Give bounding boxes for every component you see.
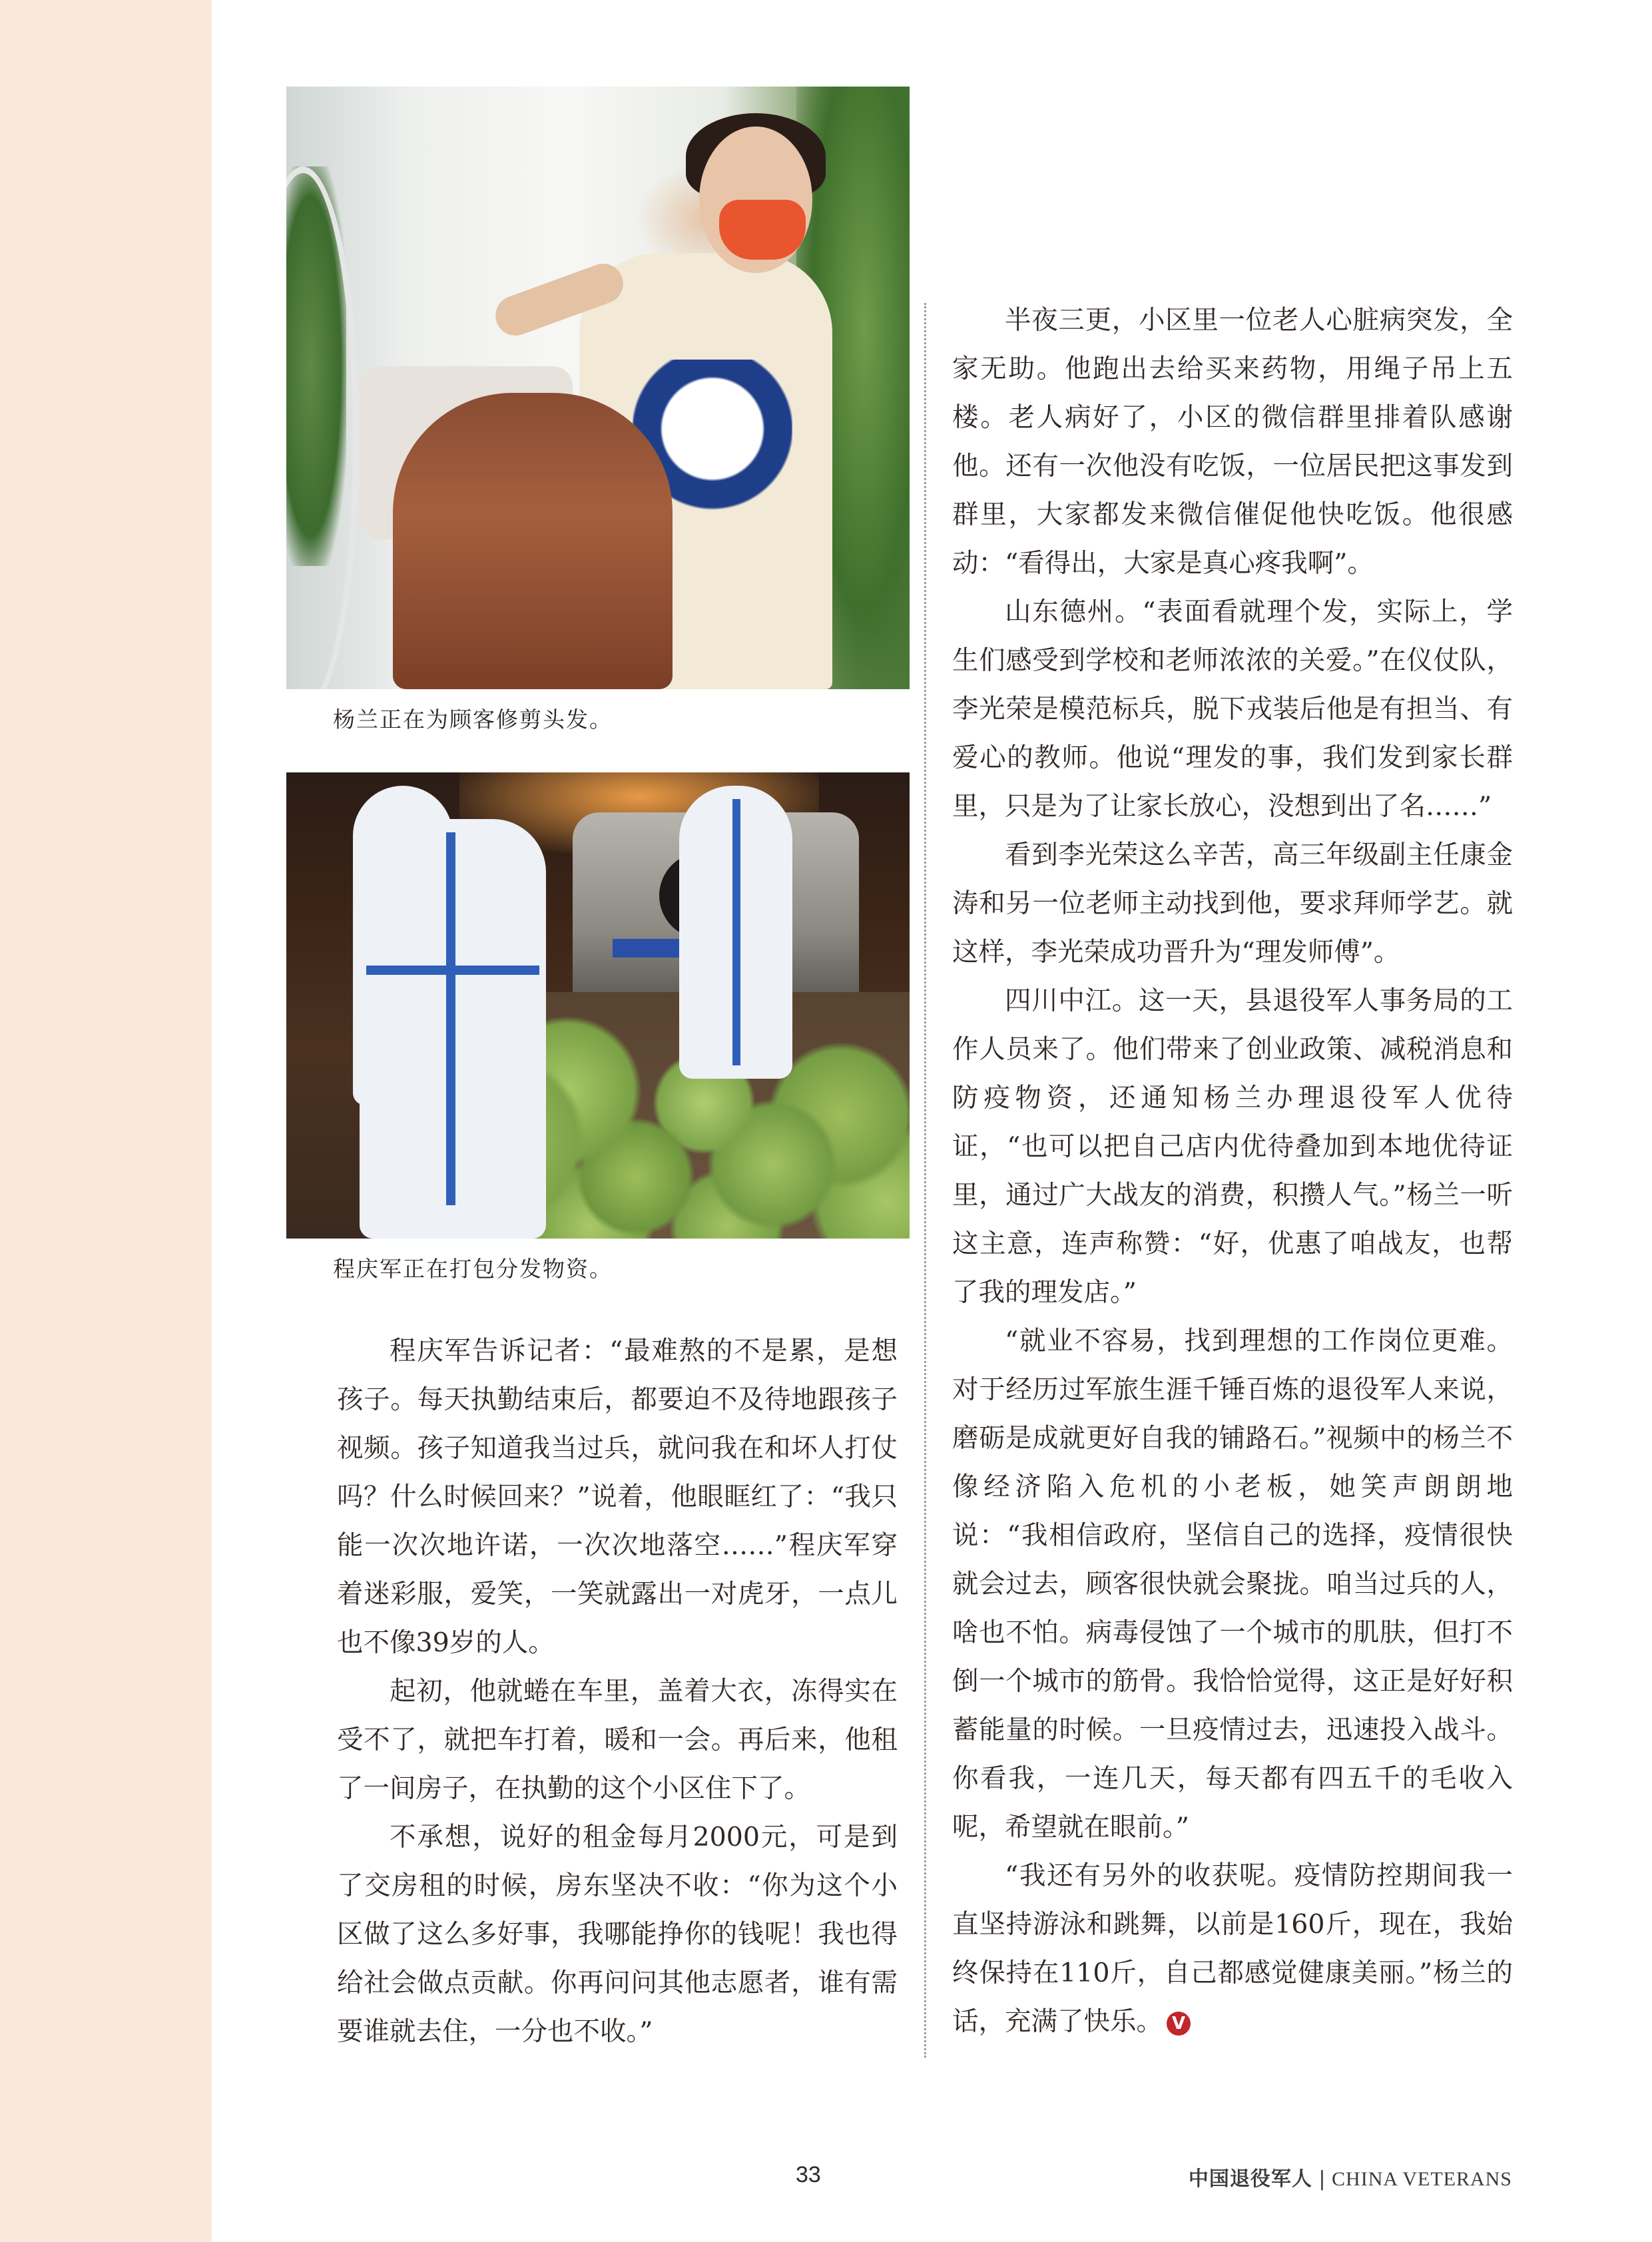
magazine-footer [1189,2162,1512,2191]
footer-separator: | [1318,2167,1326,2191]
paragraph: 山东德州。“表面看就理个发，实际上，学生们感受到学校和老师浓浓的关爱。”在仪仗队，李光荣是模范标兵，脱下戎装后他是有担当、有爱心的教师。他说“理发的事，我们发到家长群里，只是为了让家长放心，没想到出了名……” [952,597,1513,822]
photo2-suit-tape [446,832,455,1205]
article-right-column [952,296,1513,2046]
article-left-column [337,1327,898,2056]
paragraph: 程庆军告诉记者：“最难熬的不是累，是想孩子。每天执勤结束后，都要迫不及待地跟孩子视频。孩子知道我当过兵，就问我在和坏人打仗吗？什么时候回来？”说着，他眼眶红了：“我只能一次次地许诺，一次次地落空……”程庆军穿着迷彩服，爱笑，一笑就露出一对虎牙，一点儿也不像39岁的人。 [337,1336,898,1658]
paragraph-last-text: “我还有另外的收获呢。疫情防控期间我一直坚持游泳和跳舞，以前是160斤，现在，我始终保持在110斤，自己都感觉健康美丽。”杨兰的话，充满了快乐。 [952,1860,1513,2037]
paragraph: 看到李光荣这么辛苦，高三年级副主任康金涛和另一位老师主动找到他，要求拜师学艺。就这样，李光荣成功晋升为“理发师傅”。 [952,840,1513,968]
photo1-face-mask [719,200,806,260]
page-number: 33 [796,2162,821,2187]
photo1-caption: 杨兰正在为顾客修剪头发。 [333,706,613,732]
magazine-name-cn: 中国退役军人 [1188,2167,1312,2191]
photo2-caption: 程庆军正在打包分发物资。 [333,1256,613,1282]
paragraph: 四川中江。这一天，县退役军人事务局的工作人员来了。他们带来了创业政策、减税消息和防疫物资，还通知杨兰办理退役军人优待证，“也可以把自己店内优待叠加到本地优待证里，通过广大战友的消费，积攒人气。”杨兰一听这主意，连声称赞：“好，优惠了咱战友，也帮了我的理发店。” [952,985,1513,1308]
paragraph: 起初，他就蜷在车里，盖着大衣，冻得实在受不了，就把车打着，暖和一会。再后来，他租了一间房子，在执勤的这个小区住下了。 [337,1676,898,1804]
paragraph: 不承想，说好的租金每月2000元，可是到了交房租的时候，房东坚决不收：“你为这个小区做了这么多好事，我哪能挣你的钱呢！我也得给社会做点贡献。你再问问其他志愿者，谁有需要谁就去住，一分也不收。” [337,1822,898,2047]
paragraph: 半夜三更，小区里一位老人心脏病突发，全家无助。他跑出去给买来药物，用绳子吊上五楼。老人病好了，小区的微信群里排着队感谢他。还有一次他没有吃饭，一位居民把这事发到群里，大家都发来微信催促他快吃饭。他很感动：“看得出，大家是真心疼我啊”。 [952,305,1513,579]
paragraph: “就业不容易，找到理想的工作岗位更难。对于经历过军旅生涯千锤百炼的退役军人来说，磨砺是成就更好自我的铺路石。”视频中的杨兰不像经济陷入危机的小老板，她笑声朗朗地说：“我相信政府，坚信自己的选择，疫情很快就会过去，顾客很快就会聚拢。咱当过兵的人，啥也不怕。病毒侵蚀了一个城市的肌肤，但打不倒一个城市的筋骨。我恰恰觉得，这正是好好积蓄能量的时候。一旦疫情过去，迅速投入战斗。你看我，一连几天，每天都有四五千的毛收入呢，希望就在眼前。” [952,1326,1513,1842]
photo-haircut [286,87,910,689]
side-color-band [0,0,212,2242]
photo2-license-plate [613,939,679,958]
photo1-customer-hair [393,393,673,689]
column-divider [924,303,926,2058]
photo-supplies [286,772,910,1239]
paragraph-last [952,1852,1513,2046]
photo1-ring-light [286,166,360,689]
magazine-name-en: CHINA VETERANS [1332,2168,1512,2190]
photo2-suit-tape [732,799,740,1065]
end-mark-icon: V [1167,2012,1191,2036]
